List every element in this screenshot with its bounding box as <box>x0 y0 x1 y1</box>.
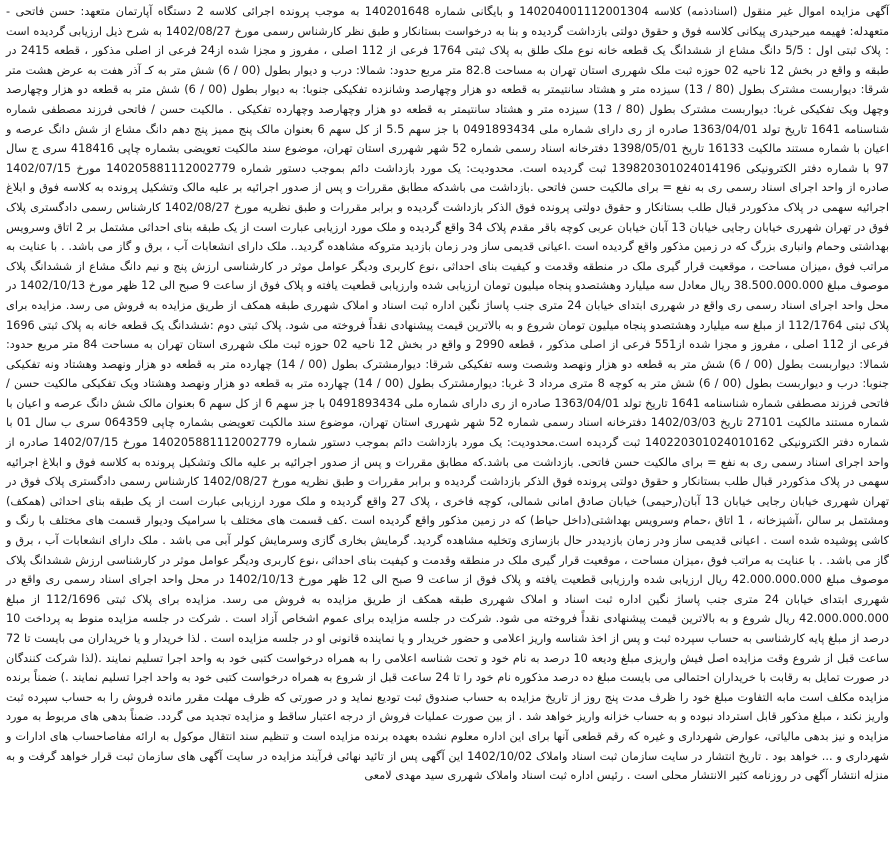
notice-body-text: آگهی مزایده اموال غیر منقول (اسنادذمه) کلاسه 140204001112001304 و بایگانی شماره 140201648 به موجب پرونده اجرائی کلاسه 2 دستگاه آپارتمان متعهد: حسن فاتحی - متعهدله: فهیمه میرحیدری پیکانی کلاسه فوق و حقوق دولتی بازداشت گردیده و بنا به درخواست بستانکار و طبق نظر کارشناس رسمی مورخ 1402/08/27 به شرح ذیل ارزیابی گردیده است : پلاک ثبتی اول : 5/5 دانگ مشاع از ششدانگ یک قطعه خانه نوع ملک طلق به پلاک ثبتی 1764 فرعی از 112 اصلی ، مفروز و مجزا شده از24 فرعی از اصلی مذکور ، قطعه 2415 در طبقه و واقع در بخش 12 ناحیه 02 حوزه ثبت ملک شهرری استان تهران به مساحت 82.8 متر مربع حدود: شمالا: درب و دیوار بطول (00 / 6) شش متر به کـ آذر هفت به عرض هشت متر شرقا: دیواربست مشترک بطول (80 / 13) سیزده متر و هشتاد سانتیمتر به قطعه دو هزار وچهارصد وشانزده تفکیکی جنوبا: به دیوار بطول (00 / 6) شش متر به قطعه دو هزار وچهارصد وچهل ویک تفکیکی غربا: دیواربست مشترک بطول (80 / 13) سیزده متر و هشتاد سانتیمتر به قطعه دو هزار وچهارصد وچهارده تفکیکی . مالکیت حسن / فاتحی فرزند مصطفی شماره شناسنامه 1641 تاریخ تولد 1363/04/01 صادره از ری دارای شماره ملی 0491893434 با جز سهم 5.5 از کل سهم 6 بعنوان مالک پنج ممیز پنج دهم دانگ مشاع از شش دانگ عرصه و اعیان با شماره مستند مالکیت 16133 تاریخ 1398/05/01 دفترخانه اسناد رسمی شماره 52 شهر شهرری استان تهران، موضوع سند مالکیت تعویضی بشماره چاپی 418416 سری ج سال 97 با شماره دفتر الکترونیکی 139820301024014196 ثبت گردیده است. محدودیت: یک مورد بازداشت دائم بموجب دستور شماره 140205881112002779 مورخ 1402/07/15 صادره از واحد اجرای اسناد رسمی ری به نفع = برای مالکیت حسن فاتحی .بازداشت می باشدکه مطابق مقررات و پس از صدور اجرائیه بر علیه مالک وتشکیل پرونده به کلاسه فوق و ابلاغ اجرائیه سهمی در پلاک مذکوردر قبال طلب بستانکار و حقوق دولتی پرونده فوق الذکر بازداشت گردیده و برابر مقررات و طبق نظریه مورخ 1402/08/27 کارشناس رسمی دادگستری پلاک فوق در تهران شهرری خیابان رجایی خیابان 13 آبان خیابان عربی کوچه باقر مقدم پلاک 34 واقع گردیده و ملک مورد ارزیابی عبارت است از یک طبقه بنای احداثی مشتمل بر 2 اتاق وسرویس بهداشتی وحمام وانباری بزرگ که در زمین مذکور واقع گردیده است .اعیانی قدیمی ساز ودر زمان بازدید متروکه مشاهده گردید.. ملک دارای انشعابات آب ، برق و گاز می باشد. . با عنایت به مراتب فوق ،میزان مساحت ، موقعیت قرار گیری ملک در منطقه وقدمت و کیفیت بنای احداثی ،نوع کاربری ودیگر عوامل موثر در کارشناسی ارزش پنج و نیم دانگ مشاع از ششدانگ پلاک موصوف مبلغ 38.500.000.000 ریال معادل سه میلیارد وهشتصدو پنجاه میلیون تومان ارزیابی شده وارزیابی قطعیت یافته و پلاک فوق از ساعت 9 صبح الی 12 ظهر مورخ 1402/10/13 در محل واحد اجرای اسناد رسمی ری واقع در شهرری ابتدای خیابان 24 متری جنب پاساژ نگین اداره ثبت اسناد و املاک شهرری طبقه همکف از طریق مزایده به فروش می رسد. مزایده برای پلاک ثبتی 112/1764 از مبلغ سه میلیارد وهشتصدو پنجاه میلیون تومان شروع و به بالاترین قیمت پیشنهادی نقداً فروخته می شود. پلاک ثبتی دوم :ششدانگ یک قطعه خانه به پلاک ثبتی 1696 فرعی از 112 اصلی ، مفروز و مجزا شده از551 فرعی از اصلی مذکور ، قطعه 2990 و واقع در بخش 12 ناحیه 02 حوزه ثبت ملک شهرری استان تهران به مساحت 84 متر مربع حدود: شمالا: دیواربست بطول (00 / 6) شش متر به قطعه دو هزار ونهصد وشصت وسه تفکیکی شرقا: دیوارمشترک بطول (00 / 14) چهارده متر به قطعه دو هزار ونهصد وهشتاد ونه تفکیکی جنوبا: درب و دیواربست بطول (00 / 6) شش متر به کوچه 8 متری مرداد 3 غربا: دیوارمشترک بطول (00 / 14) چهارده متر به قطعه دو هزار ونهصد وهشتاد ویک تفکیکی مالکیت حسن / فاتحی فرزند مصطفی شماره شناسنامه 1641 تاریخ تولد 1363/04/01 صادره از ری دارای شماره ملی 0491893434 با جز سهم 6 از کل سهم 6 بعنوان مالک شش دانگ عرصه و اعیان با شماره مستند مالکیت 27101 تاریخ 1402/03/03 دفترخانه اسناد رسمی شماره 52 شهر شهرری استان تهران، موضوع سند مالکیت تعویضی بشماره چاپی 064359 سری ب سال 01 با شماره دفتر الکترونیکی 140220301024010162 ثبت گردیده است.محدودیت: یک مورد بازداشت دائم بموجب دستور شماره 140205881112002779 مورخ 1402/07/15 صادره از واحد اجرای اسناد رسمی ری به نفع = برای مالکیت حسن فاتحی. بازداشت می باشد.که مطابق مقررات و پس از صدور اجرائیه بر علیه مالک وتشکیل پرونده به کلاسه فوق و ابلاغ اجرائیه سهمی در پلاک مذکوردر قبال طلب بستانکار و حقوق دولتی پرونده فوق الذکر بازداشت گردیده و برابر مقررات و طبق نظریه مورخ 1402/08/27 کارشناس رسمی دادگستری پلاک فوق در تهران شهرری خیابان رجایی خیابان 13 آبان(رحیمی) خیابان صادق امانی شمالی، کوچه فاخری ، پلاک 27 واقع گردیده و ملک مورد ارزیابی عبارت است از یک طبقه بنای احداثی (همکف) ومشتمل بر سالن ،آشپزخانه ، 1 اتاق ،حمام وسرویس بهداشتی(داخل حیاط) که در زمین مذکور واقع گردیده است .کف قسمت های مختلف با سرامیک ودیوار قسمت های مختلف با رنگ و کاشی پوشیده شده است . اعیانی قدیمی ساز ودر زمان بازدیددر حال بازسازی وتخلیه مشاهده گردید. گرمایش بخاری گازی وسرمایش کولر آبی می باشد . ملک دارای انشعابات آب ، برق و گاز می باشد. . با عنایت به مراتب فوق ،میزان مساحت ، موقعیت قرار گیری ملک در منطقه وقدمت و کیفیت بنای احداثی ،نوع کاربری ودیگر عوامل موثر در کارشناسی ارزش ششدانگ پلاک موصوف مبلغ 42.000.000.000 ریال ارزیابی شده وارزیابی قطعیت یافته و پلاک فوق از ساعت 9 صبح الی 12 ظهر مورخ 1402/10/13 در محل واحد اجرای اسناد رسمی ری واقع در شهرری ابتدای خیابان 24 متری جنب پاساژ نگین اداره ثبت اسناد و املاک شهرری طبقه همکف از طریق مزایده به فروش می رسد. مزایده برای پلاک ثبتی 112/1696 از مبلغ 42.000.000.000 ریال شروع و به بالاترین قیمت پیشنهادی نقداً فروخته می شود. شرکت در جلسه مزایده برای عموم اشخاص آزاد است . شرکت در جلسه مزایده منوط به پرداخت 10 درصد از مبلغ پایه کارشناسی به حساب سپرده ثبت و پس از اخذ شناسه واریز اعلامی و حضور خریدار و یا نماینده قانونی او در جلسه مزایده است . لذا خریدار و یا خریداران می بایست تا 72 ساعت قبل از شروع وقت مزایده اصل فیش واریزی مبلغ ودیعه 10 درصد به نام خود و تحت شناسه اعلامی را به همراه درخواست کتبی خود به واحد اجرا تسلیم نمایند .(لذا شرکت کنندگان در صورت تمایل به رقابت با خریداران احتمالی می بایست مبلغ ده درصد مذکوره نام خود را تا 24 ساعت قبل از شروع به همراه درخواست کتبی خود به واحد اجرا تسلیم نمایند .) ضمناً برنده مزایده مکلف است مابه التفاوت مبلغ خود را ظرف مدت پنج روز از تاریخ مزایده به حساب صندوق ثبت تودیع نماید و در صورتی که ظرف مهلت مقرر مانده فروش را به حساب سپرده ثبت واریز نکند ، مبلغ مذکور قابل استرداد نبوده و به حساب خزانه واریز خواهد شد . از بین صورت عملیات فروش از درجه اعتبار ساقط و مزایده تجدید می گردد. ضمناً بدهی های مربوط به مورد مزایده و نیز بدهی مالیاتی، عوارض شهرداری و غیره که رقم قطعی آنها برای این اداره معلوم نشده بعهده برنده مزایده است و تنظیم سند انتقال موکول به ارائه مفاصاحساب های ادارات و شهرداری و ... خواهد بود . تاریخ انتشار در سایت سازمان ثبت اسناد واملاک 1402/10/02 این آگهی پس از تائید نهائی فرآیند مزایده در سایت آگهی های سازمان ثبت قرار خواهد گرفت و به منزله انتشار آگهی در روزنامه کثیر الانتشار محلی است . رئیس اداره ثبت اسناد واملاک شهرری سید مهدی لامعی <box>6 5 890 783</box>
